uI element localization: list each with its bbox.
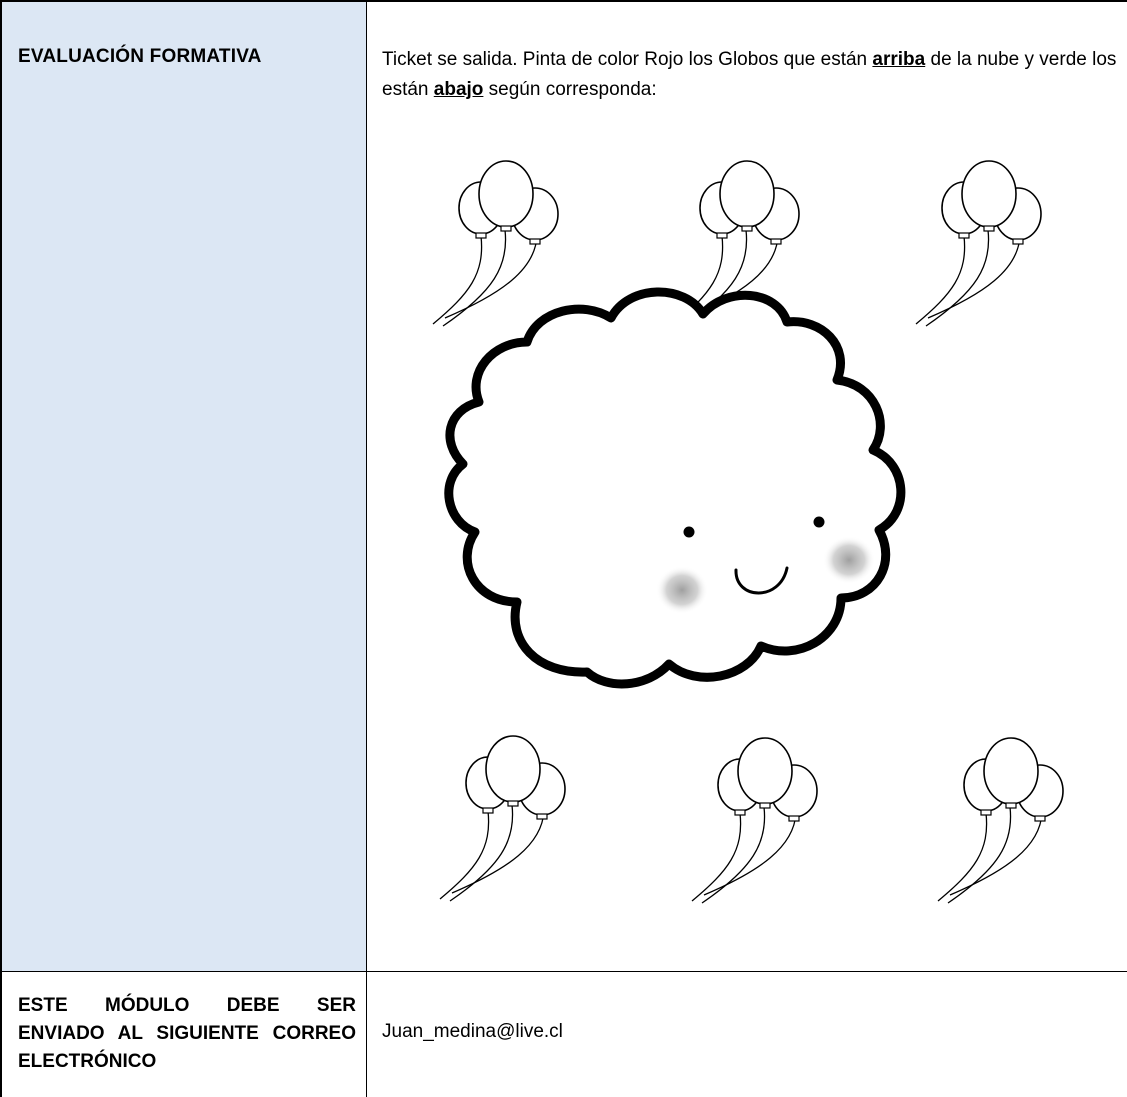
coloring-illustration xyxy=(367,2,1127,972)
submission-email[interactable]: Juan_medina@live.cl xyxy=(382,1021,563,1042)
evaluation-heading: EVALUACIÓN FORMATIVA xyxy=(18,46,262,67)
emphasis-below: abajo xyxy=(433,79,484,100)
submission-label-cell xyxy=(0,971,367,1097)
instruction-part-3: según corresponda: xyxy=(483,79,657,100)
submission-label: ESTE MÓDULO DEBE SER ENVIADO AL SIGUIENTE CORREO ELECTRÓNICO xyxy=(18,995,356,1072)
balloon-group-bottom-1 xyxy=(440,736,565,901)
submission-email-cell xyxy=(367,971,1127,1097)
emphasis-above: arriba xyxy=(872,49,926,70)
evaluation-label-cell xyxy=(0,0,367,971)
evaluation-content-cell xyxy=(367,0,1127,971)
balloon-group-top-3 xyxy=(916,161,1041,326)
balloon-group-bottom-2 xyxy=(692,738,817,903)
instruction-part-1: Ticket se salida. Pinta de color Rojo los Globos que están xyxy=(382,49,873,70)
instruction-part-2: de la nube y verde los están xyxy=(382,49,1117,100)
balloon-group-top-1 xyxy=(433,161,558,326)
cloud-face-icon xyxy=(449,292,901,684)
balloon-group-bottom-3 xyxy=(938,738,1063,903)
